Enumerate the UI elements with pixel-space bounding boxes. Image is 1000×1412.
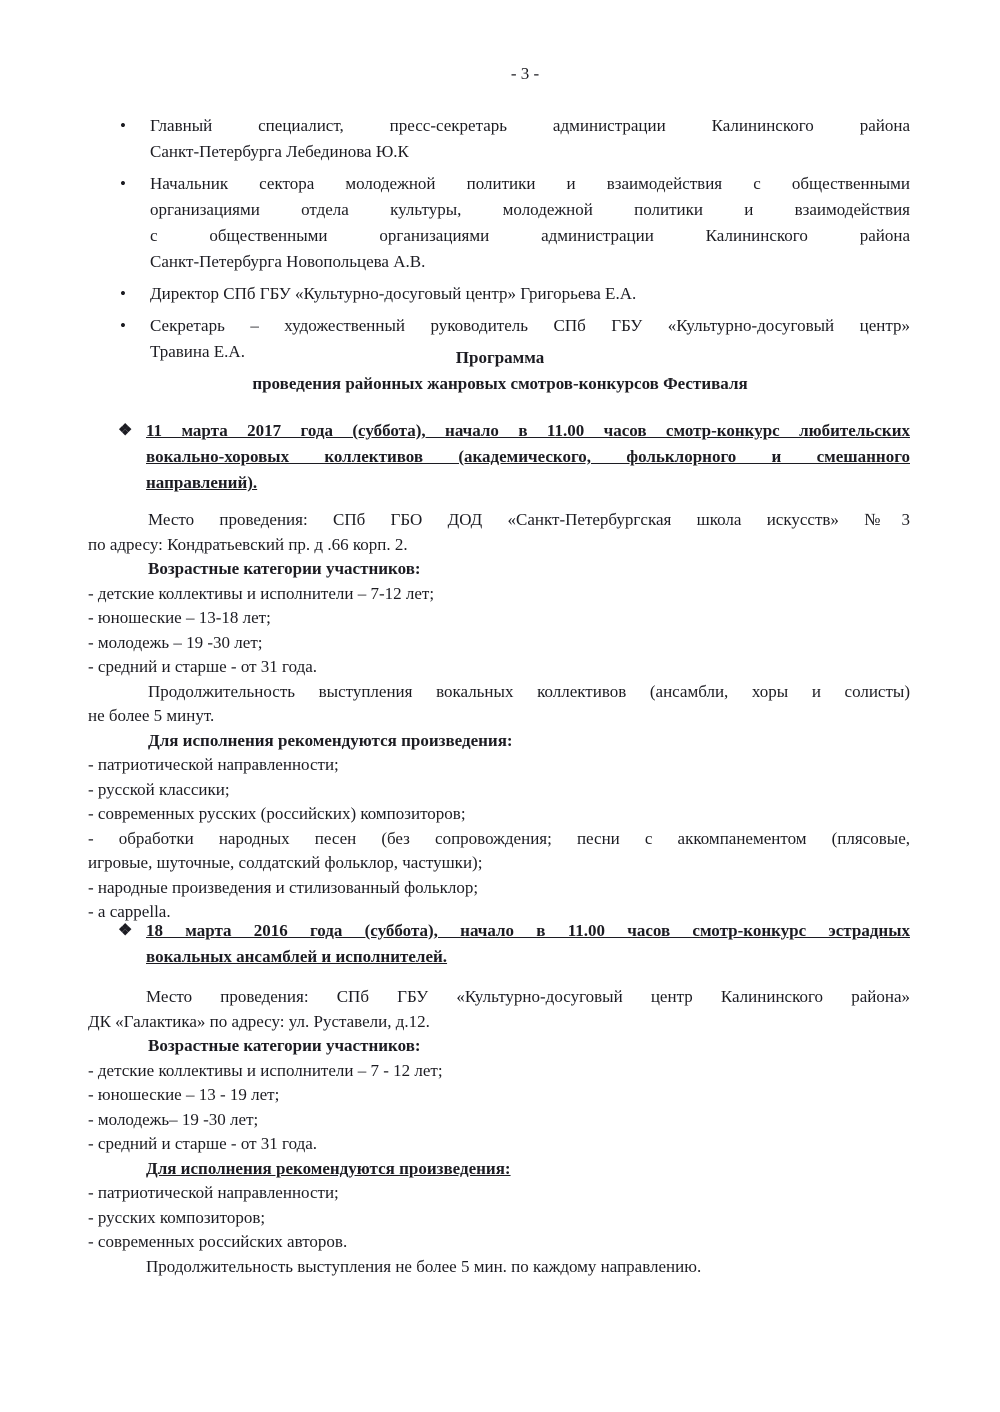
program-heading (90, 345, 910, 397)
list-item (118, 281, 910, 307)
event-2-details (88, 985, 910, 1279)
age-categories-title: Возрастные категории участников: (148, 1036, 421, 1055)
age-item: - юношеские – 13-18 лет; (88, 608, 271, 627)
event-heading-line: направлений). (146, 473, 258, 492)
event-heading-line: вокальных ансамблей и исполнителей. (146, 947, 448, 966)
list-item-line: • Директор СПб ГБУ «Культурно-досуговый центр» Григорьева Е.А. (150, 284, 637, 303)
list-item-line: • Секретарь – художественный руководитель СПб ГБУ «Культурно-досуговый центр» (150, 316, 910, 335)
list-item (118, 113, 910, 165)
event-heading-line: 11 марта 2017 года (суббота), начало в 11.00 часов смотр-конкурс любительских (146, 421, 910, 440)
works-item: - современных русских (российских) композиторов; (88, 804, 466, 823)
list-item-line: • Начальник сектора молодежной политики и взаимодействия с общественными (150, 174, 910, 193)
list-item-line: Санкт-Петербурга Новопольцева А.В. (150, 252, 426, 271)
list-item-line: Травина Е.А. (150, 342, 245, 361)
list-item (118, 171, 910, 275)
works-item: - русской классики; (88, 779, 230, 799)
list-item-line: Санкт-Петербурга Лебединова Ю.К (150, 142, 409, 161)
age-item: - средний и старше - от 31 года. (88, 657, 318, 676)
age-item: - юношеские – 13 - 19 лет; (88, 1085, 280, 1104)
works-item: - современных российских авторов. (88, 1232, 348, 1251)
works-item: - русских композиторов; (88, 1207, 266, 1227)
works-title: Для исполнения рекомендуются произведения: (148, 730, 513, 750)
works-item: - обработки народных песен (без сопровождения; песни с аккомпанементом (плясовые, (88, 828, 910, 848)
duration-line: не более 5 минут. (88, 706, 215, 725)
place-line: Место проведения: СПб ГБУ «Культурно-досуговый центр Калининского района» (146, 987, 910, 1006)
age-item: - средний и старше - от 31 года. (88, 1134, 318, 1153)
works-item: - народные произведения и стилизованный фольклор; (88, 877, 479, 897)
works-item: - a cappella. (88, 902, 171, 921)
place-line: Место проведения: СПб ГБО ДОД «Санкт-Петербургская школа искусств» №3 (148, 510, 910, 529)
program-subtitle: проведения районных жанровых смотров-конкурсов Фестиваля (252, 374, 748, 393)
age-item: - детские коллективы и исполнители – 7-12 лет; (88, 583, 435, 603)
age-item: - молодежь – 19 -30 лет; (88, 632, 263, 652)
event-1-heading (118, 418, 910, 496)
place-line: по адресу: Кондратьевский пр. д .66 корп. 2. (88, 534, 408, 554)
duration-line: Продолжительность выступления не более 5 мин. по каждому направлению. (146, 1256, 702, 1276)
event-1-details (88, 508, 910, 925)
event-heading-line: 18 марта 2016 года (суббота), начало в 11.00 часов смотр-конкурс эстрадных (146, 921, 910, 940)
works-item: - патриотической направленности; (88, 1183, 339, 1202)
diamond-bullet-icon: ❖ (118, 922, 133, 939)
event-heading-line: вокально-хоровых коллективов (академического, фольклорного и смешанного (146, 447, 910, 466)
program-title: Программа (455, 348, 545, 367)
duration-line: Продолжительность выступления вокальных коллективов (ансамбли, хоры и солисты) (148, 681, 910, 701)
list-item-line: с общественными организациями администрации Калининского района (150, 226, 910, 245)
age-item: - детские коллективы и исполнители – 7 - 12 лет; (88, 1060, 443, 1080)
list-item-line: организациями отдела культуры, молодежной политики и взаимодействия (150, 200, 910, 219)
works-item: - патриотической направленности; (88, 755, 339, 774)
works-title: Для исполнения рекомендуются произведения: (146, 1158, 511, 1178)
event-2-heading (118, 918, 910, 970)
works-item: игровые, шуточные, солдатский фольклор, частушки); (88, 853, 483, 872)
jury-member-list (118, 113, 910, 371)
place-line: ДК «Галактика» по адресу: ул. Руставели, д.12. (88, 1011, 430, 1031)
diamond-bullet-icon: ❖ (118, 422, 133, 439)
age-categories-title: Возрастные категории участников: (148, 559, 421, 578)
age-item: - молодежь– 19 -30 лет; (88, 1109, 259, 1129)
list-item-line: • Главный специалист, пресс-секретарь администрации Калининского района (150, 116, 910, 135)
page-number: - 3 - (510, 64, 540, 83)
